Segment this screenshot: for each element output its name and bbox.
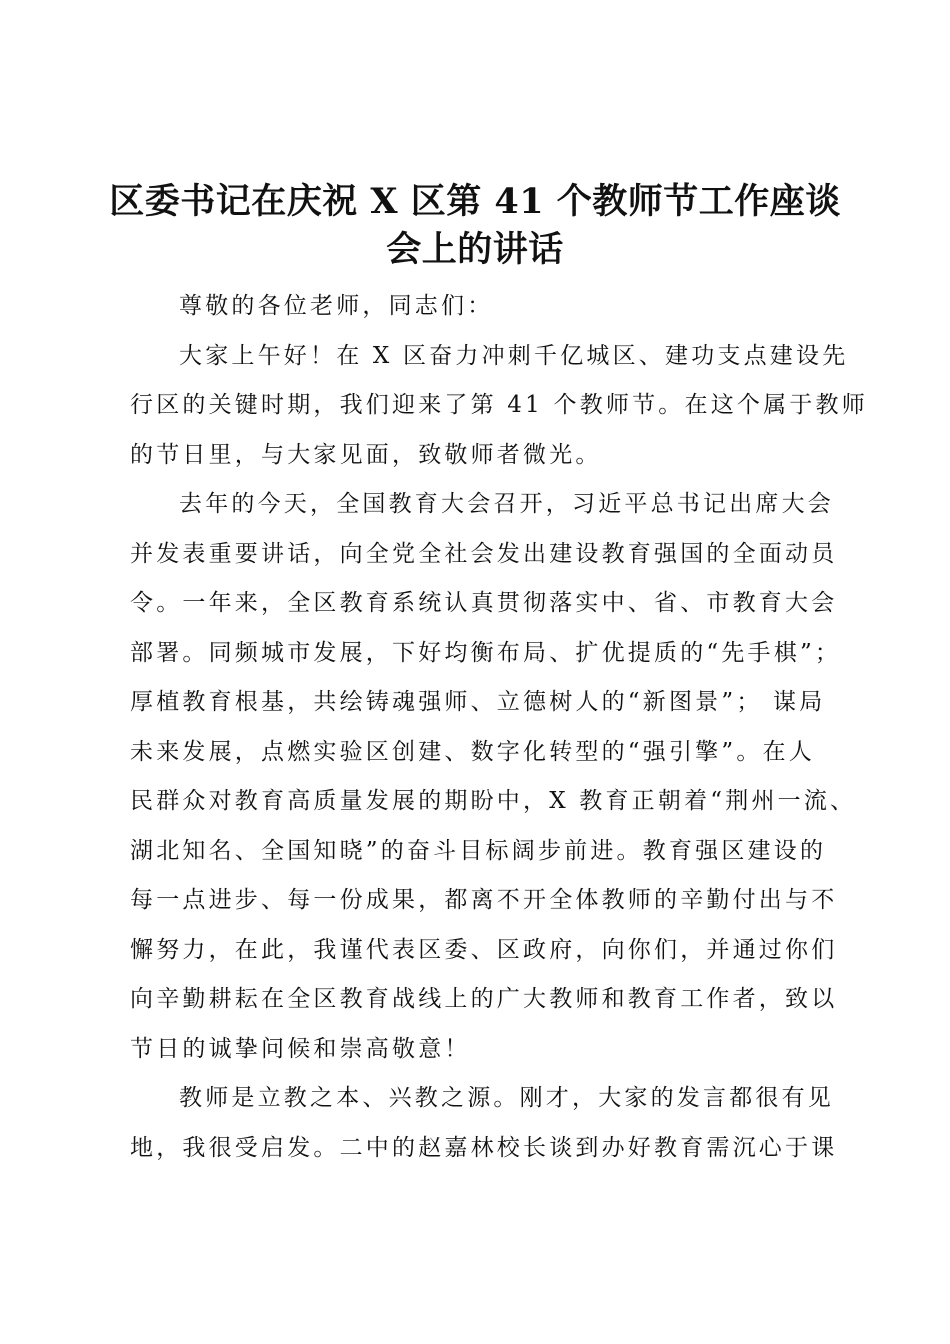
greeting-paragraph (130, 332, 868, 481)
text-line: 懈努力，在此，我谨代表区委、区政府，向你们，并通过你们 (130, 936, 838, 963)
text-line: 去年的今天，全国教育大会召开，习近平总书记出席大会 (179, 491, 834, 517)
text-line: 向辛勤耕耘在全区教育战线上的广大教师和教育工作者，致以 (130, 986, 838, 1012)
text-line: 的节日里，与大家见面，致敬师者微光。 (130, 441, 602, 468)
text-line: 未来发展，点燃实验区创建、数字化转型的“强引擎”。在人 (130, 738, 815, 765)
text-line: 厚植教育根基，共绘铸魂强师、立德树人的“新图景”； 谋局 (130, 689, 826, 715)
text-line: 令。一年来，全区教育系统认真贯彻落实中、省、市教育大会 (130, 590, 838, 616)
text-line: 湖北知名、全国知晓”的奋斗目标阔步前进。教育强区建设的 (130, 837, 827, 864)
text-line: 地，我很受启发。二中的赵嘉林校长谈到办好教育需沉心于课 (130, 1134, 838, 1161)
text-line: 大家上午好！在 X 区奋力冲刺千亿城区、建功支点建设先 (179, 342, 849, 369)
text-line: 教师是立教之本、兴教之源。刚才，大家的发言都很有见 (179, 1085, 834, 1111)
text-line: 部署。同频城市发展，下好均衡布局、扩优提质的“先手棋”； (130, 639, 842, 666)
text-line: 节日的诚挚问候和崇高敬意！ (130, 1035, 471, 1062)
text-line: 尊敬的各位老师，同志们： (179, 293, 494, 319)
text-line: 行区的关键时期，我们迎来了第 41 个教师节。在这个属于教师 (130, 392, 868, 418)
document-body (130, 282, 868, 1173)
text-line: 每一点进步、每一份成果，都离不开全体教师的辛勤付出与不 (130, 887, 838, 913)
review-paragraph (130, 480, 857, 1074)
teachers-paragraph (130, 1074, 845, 1173)
text-line: 并发表重要讲话，向全党全社会发出建设教育强国的全面动员 (130, 540, 838, 567)
salutation-paragraph (130, 282, 845, 332)
title-line: 会上的讲话 (386, 229, 564, 270)
title-line: 区委书记在庆祝 X 区第 41 个教师节工作座谈 (109, 181, 841, 222)
document-title (100, 178, 850, 274)
text-line: 民群众对教育高质量发展的期盼中，X 教育正朝着“荆州一流、 (130, 788, 857, 814)
